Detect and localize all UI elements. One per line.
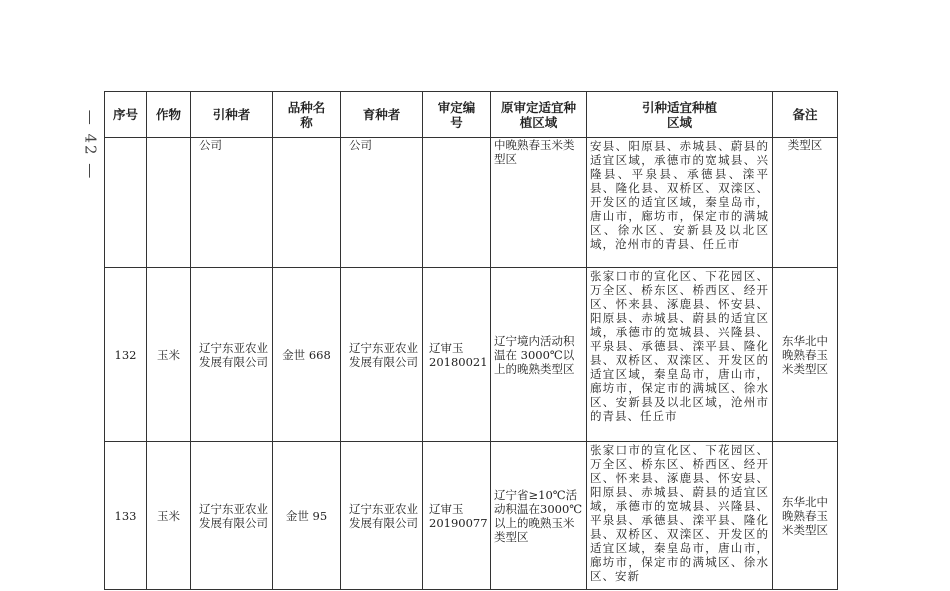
cell-seq <box>105 138 147 268</box>
header-original-region: 原审定适宜种植区域 <box>491 92 587 138</box>
cell-introducer: 公司 <box>191 138 273 268</box>
header-introducer: 引种者 <box>191 92 273 138</box>
cell-seq: 133 <box>105 442 147 590</box>
cell-introducer: 辽宁东亚农业发展有限公司 <box>191 268 273 442</box>
cell-crop: 玉米 <box>147 268 191 442</box>
table-row <box>105 268 838 442</box>
cell-breeder: 辽宁东亚农业发展有限公司 <box>341 442 423 590</box>
header-crop: 作物 <box>147 92 191 138</box>
header-seq: 序号 <box>105 92 147 138</box>
header-approval-no: 审定编号 <box>423 92 491 138</box>
cell-variety <box>273 138 341 268</box>
cell-original-region: 辽宁境内活动积温在 3000℃以上的晚熟类型区 <box>491 268 587 442</box>
cell-remarks: 东华北中晚熟春玉米类型区 <box>773 442 838 590</box>
header-variety: 品种名称 <box>273 92 341 138</box>
cell-crop: 玉米 <box>147 442 191 590</box>
cell-original-region: 中晚熟春玉米类型区 <box>491 138 587 268</box>
table-header-row <box>105 92 838 138</box>
cell-seq: 132 <box>105 268 147 442</box>
page-number-text: — 42 — <box>81 109 99 181</box>
header-remarks: 备注 <box>773 92 838 138</box>
cell-breeder: 公司 <box>341 138 423 268</box>
cell-breeder: 辽宁东亚农业发展有限公司 <box>341 268 423 442</box>
cell-approval-no: 辽审玉20190077 <box>423 442 491 590</box>
table-row <box>105 138 838 268</box>
cell-intro-region: 安县、阳原县、赤城县、蔚县的适宜区域，承德市的宽城县、兴隆县、平泉县、承德县、滦平县、隆化县、双桥区、双滦区、开发区的适宜区域，秦皇岛市，唐山市，廊坊市，保定市的满城区、徐水区、安新县及以北区域，沧州市的青县、任丘市 <box>587 138 773 268</box>
cell-variety: 金世 668 <box>273 268 341 442</box>
table-row <box>105 442 838 590</box>
variety-introduction-table <box>104 91 838 590</box>
cell-variety: 金世 95 <box>273 442 341 590</box>
cell-intro-region: 张家口市的宣化区、下花园区、万全区、桥东区、桥西区、经开区、怀来县、涿鹿县、怀安县、阳原县、赤城县、蔚县的适宜区域，承德市的宽城县、兴隆县、平泉县、承德县、滦平县、隆化县、双桥区、双滦区、开发区的适宜区域，秦皇岛市，唐山市，廊坊市，保定市的满城区、徐水区、安新县及以北区域，沧州市的青县、任丘市 <box>587 268 773 442</box>
header-intro-region: 引种适宜种植区域 <box>587 92 773 138</box>
cell-introducer: 辽宁东亚农业发展有限公司 <box>191 442 273 590</box>
cell-original-region: 辽宁省≥10℃活动积温在3000℃以上的晚熟玉米类型区 <box>491 442 587 590</box>
cell-remarks: 东华北中晚熟春玉米类型区 <box>773 268 838 442</box>
cell-remarks: 类型区 <box>773 138 838 268</box>
cell-approval-no <box>423 138 491 268</box>
header-breeder: 育种者 <box>341 92 423 138</box>
cell-crop <box>147 138 191 268</box>
cell-intro-region: 张家口市的宣化区、下花园区、万全区、桥东区、桥西区、经开区、怀来县、涿鹿县、怀安县、阳原县、赤城县、蔚县的适宜区域，承德市的宽城县、兴隆县、平泉县、承德县、滦平县、隆化县、双桥区、双滦区、开发区的适宜区域，秦皇岛市，唐山市，廊坊市，保定市的满城区、徐水区、安新 <box>587 442 773 590</box>
cell-approval-no: 辽审玉20180021 <box>423 268 491 442</box>
